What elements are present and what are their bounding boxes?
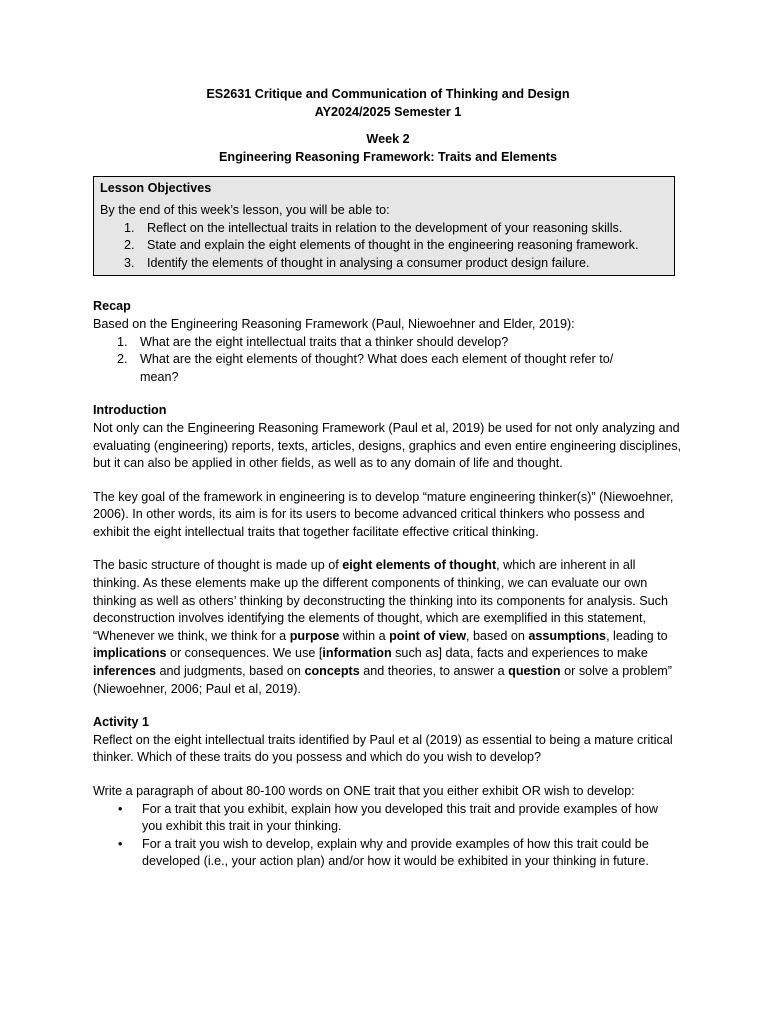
- bullet-item: • For a trait you wish to develop, explain why and provide examples of how this trait could be developed (i.e., your action plan) and/or how it would be exhibited in your thinking in future.: [118, 836, 649, 869]
- activity1-bullets: [93, 801, 683, 871]
- activity1-heading: Activity 1: [93, 715, 149, 730]
- recap-heading: Recap: [93, 299, 131, 314]
- course-title: ES2631 Critique and Communication of Thinking and Design: [206, 87, 570, 101]
- bullet-item: • For a trait that you exhibit, explain how you developed this trait and provide examples of how you exhibit this trait in your thinking.: [118, 801, 658, 834]
- activity1-paragraph-2: Write a paragraph of about 80-100 words on ONE trait that you either exhibit OR wish to develop:: [93, 784, 635, 798]
- introduction-paragraph-3: The basic structure of thought is made up of eight elements of thought, which are inherent in all thinking. As these elements make up the different components of thinking, we can evaluate our own thinking as well as others’ thinking by deconstructing the thinking into its components for analysis. Such deconstruction involves identifying the elements of thought, which are exemplified in this statement, “Whenever we think, we think for a purpose within a point of view, based on assumptions, leading to implications or consequences. We use [information such as] data, facts and experiences to make inferences and judgments, based on concepts and theories, to answer a question or solve a problem” (Niewoehner, 2006; Paul et al, 2019).: [93, 558, 672, 696]
- topic-title: Engineering Reasoning Framework: Traits and Elements: [218, 149, 557, 164]
- objective-item: 3. Identify the elements of thought in analysing a consumer product design failure.: [124, 255, 590, 270]
- week-label: Week 2: [366, 132, 410, 147]
- activity1-paragraph-1: Reflect on the eight intellectual traits identified by Paul et al (2019) as essential to being a mature critical thinker. Which of these traits do you possess and which do you wish to develop?: [93, 732, 673, 765]
- objectives-title: Lesson Objectives: [100, 181, 212, 196]
- recap-intro: Based on the Engineering Reasoning Framework (Paul, Niewoehner and Elder, 2019):: [93, 316, 575, 331]
- introduction-paragraph-1: Not only can the Engineering Reasoning Framework (Paul et al, 2019) be used for not only analyzing and evaluating (engineering) reports, texts, articles, designs, graphics and even entire engineering disciplines, but it can also be applied in other fields, as well as to any domain of life and thought.: [93, 420, 682, 471]
- term-label: AY2024/2025 Semester 1: [314, 104, 462, 119]
- objective-item: 1. Reflect on the intellectual traits in relation to the development of your reasoning skills.: [124, 220, 623, 235]
- objective-item: 2. State and explain the eight elements of thought in the engineering reasoning framework.: [124, 238, 639, 253]
- recap-list: [93, 334, 683, 387]
- objectives-intro: By the end of this week’s lesson, you will be able to:: [100, 202, 390, 217]
- introduction-paragraph-2: The key goal of the framework in engineering is to develop “mature engineering thinker(s)” (Niewoehner, 2006). In other words, its aim is for its users to become advanced critical thinkers who possess and exhibit the eight intellectual traits that together facilitate effective critical thinking.: [93, 489, 674, 539]
- recap-item: 2. What are the eight elements of thought? What does each element of thought refer to/ mean?: [117, 352, 614, 384]
- document-page: [93, 86, 683, 871]
- lesson-objectives-box: [93, 176, 675, 276]
- recap-item: 1. What are the eight intellectual traits that a thinker should develop?: [117, 334, 509, 349]
- introduction-heading: Introduction: [93, 403, 167, 418]
- objectives-list: [100, 220, 668, 273]
